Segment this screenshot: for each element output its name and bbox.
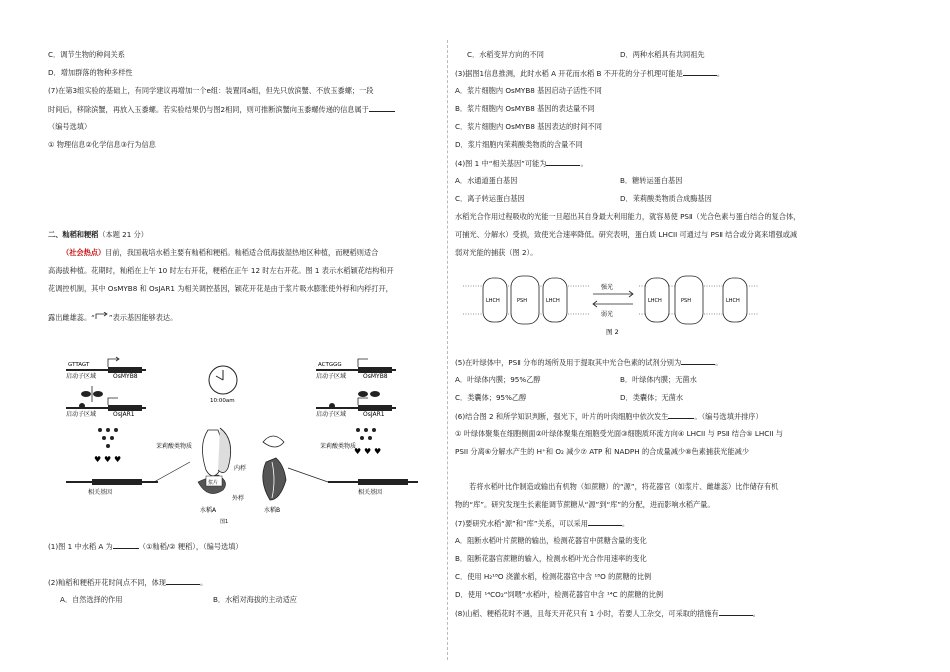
right-sequence: ACTGGG <box>318 362 342 368</box>
svg-text:♥: ♥ <box>114 455 122 464</box>
protein-dot <box>93 391 103 397</box>
expression-arrow-icon <box>95 312 109 320</box>
left-sequence: GTTAGT <box>68 362 90 368</box>
q3-option-c: C．浆片细胞内 OsMYB8 基因表达的时间不同 <box>455 122 602 131</box>
q5-option-c: C．类囊体；95%乙醇 <box>455 393 527 402</box>
gene2-label-left: OsJAR1 <box>113 411 135 418</box>
question-5: (5)在叶绿体中，PSⅡ 分布的场所及用于提取其中光合色素的试剂分别为 。 <box>455 358 723 367</box>
question-4: (4)图 1 中“相关基因”可能为 。 <box>455 159 588 168</box>
answer-blank[interactable] <box>369 104 395 112</box>
answer-blank[interactable] <box>546 158 580 166</box>
q3-option-d: D．浆片细胞内茉莉酸类物质的含量不同 <box>455 140 583 149</box>
q7-options: ① 物理信息②化学信息③行为信息 <box>48 140 156 149</box>
para2-line3: 弱对光能的捕获（图 2）。 <box>455 248 538 257</box>
answer-blank[interactable] <box>683 68 717 76</box>
promoter-arrow-icon <box>358 359 368 367</box>
rice-a-label: 水稻A <box>200 507 217 514</box>
related-gene-label-left: 相关基因 <box>88 489 113 496</box>
protein-dot <box>81 391 91 397</box>
para1-line3: 花调控机制，其中 OsMYB8 和 OsJAR1 为相关调控基因，颖花开花是由于浆片吸水膨胀使外稃和内稃打开， <box>48 284 393 293</box>
svg-text:♥: ♥ <box>364 447 372 456</box>
q2-option-c: C．水稻变异方向的不同 <box>467 50 544 59</box>
inner-glume-label: 内稃 <box>234 465 247 472</box>
q7-line1: (7)在第3组实验的基础上，有同学建议再增加一个e组：装置同a组，但先只放滨蟹、不放玉黍螺；一段 <box>48 86 374 95</box>
q2-option-a: A．自然选择的作用 <box>60 595 123 604</box>
promoter-label-3: 启动子区域 <box>316 373 347 380</box>
figure-1-caption: 图1 <box>220 519 229 525</box>
related-gene-label-right: 相关基因 <box>358 489 383 496</box>
para1-line2: 高海拔种植。花期时，籼稻在上午 10 时左右开花，粳稻在正午 12 时左右开花。图 1 表示水稻颖花结构和开 <box>48 266 394 275</box>
q5-option-d: D．类囊体；无菌水 <box>620 393 684 402</box>
figure-2-caption: 图 2 <box>606 328 619 336</box>
option-c: C．调节生物的种间关系 <box>48 50 125 59</box>
strong-light-label: 强光 <box>601 284 614 291</box>
q7-option-b: B．阻断花器官蔗糖的输入，检测水稻叶光合作用速率的变化 <box>455 554 647 563</box>
q7-line3: （编号选填） <box>48 122 92 131</box>
svg-text:LHCH: LHCH <box>546 298 560 304</box>
q6-options-line1: ① 叶绿体聚集在细胞侧面②叶绿体聚集在细胞受光面③细胞质环流方向④ LHCII 与 PSⅡ 结合⑤ LHCII 与 <box>455 429 783 438</box>
gene1-label-left: OsMYB8 <box>113 373 138 380</box>
para2-line2: 可捕光、分解水）受损，致使光合速率降低。研究表明，蛋白质 LHCII 可通过与 PSⅡ 结合或分离来增强或减 <box>455 230 798 239</box>
jasmonate-label-right: 茉莉酸类物质 <box>320 443 357 450</box>
svg-text:♥: ♥ <box>374 447 382 456</box>
pointer-line <box>154 462 190 482</box>
promoter-label-1: 启动子区域 <box>66 373 97 380</box>
gene2-label-right: OsJAR1 <box>363 411 385 418</box>
svg-text:♥: ♥ <box>104 455 112 464</box>
related-gene-box-right <box>358 479 408 485</box>
option-d: D．增加群落的物种多样性 <box>48 68 133 77</box>
bound-factor <box>329 403 335 409</box>
answer-blank[interactable] <box>668 411 694 419</box>
section-title: 二、籼稻和粳稻（本题 21 分） <box>48 230 148 239</box>
protein-dot <box>370 391 380 397</box>
lodicule-label: 浆片 <box>208 480 219 486</box>
rice-b-label: 水稻B <box>264 507 281 514</box>
svg-text:LHCH: LHCH <box>486 298 500 304</box>
q2-option-b: B．水稻对海拔的主动适应 <box>213 595 297 604</box>
para1-line1: （社会热点）目前，我国栽培水稻主要有籼稻和粳稻。籼稻适合低海拔湿热地区种植，而粳稻则适合 <box>62 248 379 257</box>
answer-blank[interactable] <box>166 577 200 585</box>
q5-option-b: B．叶绿体内膜；无菌水 <box>620 375 697 384</box>
figure-2 <box>461 268 761 340</box>
para3-line2: 物的“库”。研究发现生长素能调节蔗糖从“源”到“库”的分配，进而影响水稻产量。 <box>455 500 715 509</box>
clock-time: 10:00am <box>210 398 235 404</box>
q7-option-d: D．使用 ¹⁴CO₂“饲喂”水稻叶，检测花器官中含 ¹⁴C 的蔗糖的比例 <box>455 590 664 599</box>
q4-option-c: C．离子转运蛋白基因 <box>455 194 525 203</box>
membrane-left <box>463 276 589 324</box>
gene1-label-right: OsMYB8 <box>363 373 388 380</box>
jasmonate-dots-left <box>98 428 118 448</box>
question-2: (2)籼稻和粳稻开花时间点不同，体现 。 <box>48 578 208 587</box>
promoter-label-2: 启动子区域 <box>66 411 97 418</box>
q3-option-a: A．浆片细胞内 OsMYB8 基因启动子活性不同 <box>455 86 602 95</box>
jasmonate-dots-right <box>356 428 376 440</box>
question-7: (7)要研究水稻“源”和“库”关系，可以采用 。 <box>455 519 630 528</box>
related-gene-box-left <box>92 479 142 485</box>
q7-line2: 时间后，移除滨蟹，再放入玉黍螺。若实验结果仍与图2相同，则可推断滨蟹向玉黍螺传递的信息属于 <box>48 104 395 115</box>
svg-text:LHCH: LHCH <box>648 298 662 304</box>
q2-option-d: D．两种水稻具有共同祖先 <box>620 50 705 59</box>
promoter-arrow-icon <box>358 398 368 405</box>
q3-option-b: B．浆片细胞内 OsMYB8 基因的表达量不同 <box>455 104 595 113</box>
answer-blank[interactable] <box>681 357 715 365</box>
q4-option-d: D．茉莉酸类物质合成酶基因 <box>620 194 712 203</box>
q4-option-b: B．糖转运蛋白基因 <box>620 176 683 185</box>
q7-option-a: A．阻断水稻叶片蔗糖的输出，检测花器官中蔗糖含量的变化 <box>455 536 647 545</box>
svg-text:♥: ♥ <box>354 447 362 456</box>
svg-text:PSH: PSH <box>681 298 691 304</box>
question-1: (1)图 1 中水稻 A 为 （①籼稻/② 粳稻），（编号选填） <box>48 542 243 551</box>
answer-blank[interactable] <box>719 608 753 616</box>
answer-blank[interactable] <box>588 518 622 526</box>
pointer-line <box>288 468 328 482</box>
hot-tag: （社会热点） <box>62 248 106 257</box>
svg-text:♥: ♥ <box>94 455 102 464</box>
weak-light-label: 弱光 <box>601 311 614 318</box>
q5-option-a: A．叶绿体内膜；95%乙醇 <box>455 375 541 384</box>
promoter-arrow-icon <box>108 398 118 405</box>
promoter-label-4: 启动子区域 <box>316 411 347 418</box>
column-divider <box>447 40 448 660</box>
question-3: (3)据图1信息推测，此时水稻 A 开花而水稻 B 不开花的分子机理可能是 。 <box>455 69 725 78</box>
answer-blank[interactable] <box>113 541 139 549</box>
membrane-right <box>639 276 759 324</box>
q4-option-a: A．水通道蛋白基因 <box>455 176 518 185</box>
protein-dot <box>358 391 368 397</box>
figure-1 <box>58 350 438 530</box>
q7-option-c: C．使用 H₂¹⁸O 浇灌水稻，检测花器官中含 ¹⁸O 的蔗糖的比例 <box>455 572 652 581</box>
para3-line1: 若将水稻叶比作制造或输出有机物（如蔗糖）的“源”，将花器官（如浆片、雌雄蕊）比作储存有机 <box>469 482 779 491</box>
outer-glume-label: 外稃 <box>232 495 245 502</box>
jasmonate-label-left: 茉莉酸类物质 <box>156 443 193 450</box>
hearts-right <box>354 447 381 456</box>
rice-b-flower <box>263 436 286 500</box>
para1-line4: 露出雌雄蕊。“ ”表示基因能够表达。 <box>48 313 178 322</box>
para2-line1: 水稻光合作用过程吸收的光能一旦超出其自身最大利用能力，就容易使 PSⅡ（光合色素与蛋白结合的复合体， <box>455 212 801 221</box>
question-6: (6)结合图 2 和所学知识判断，强光下，叶片的叶肉细胞中依次发生 。（编号选填并排序） <box>455 412 763 421</box>
svg-text:PSH: PSH <box>517 298 527 304</box>
bound-factor <box>79 403 85 409</box>
q6-options-line2: PSII 分离⑥分解水产生的 H⁺和 O₂ 减少⑦ ATP 和 NADPH 的合成量减少⑧色素捕获光能减少 <box>455 447 750 456</box>
svg-text:LHCH: LHCH <box>726 298 740 304</box>
hearts-left <box>94 455 121 464</box>
question-8: (8)山稻、粳稻花时不遇，且每天开花只有 1 小时，若要人工杂交，可采取的措施有 。 <box>455 609 760 618</box>
